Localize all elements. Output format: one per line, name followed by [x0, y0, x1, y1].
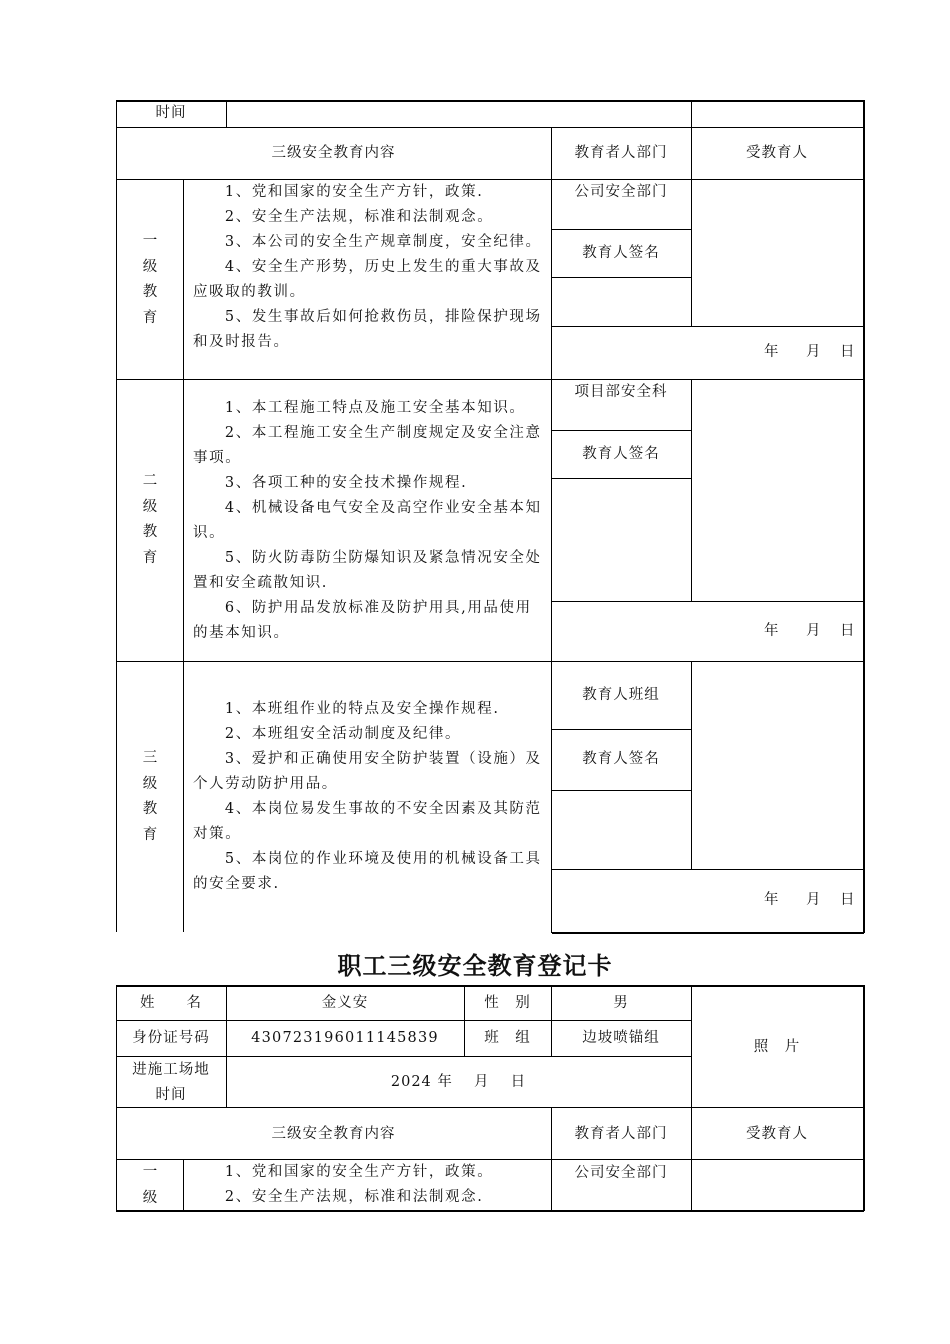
level2-label: 二 级 教 育	[142, 473, 158, 566]
time-label: 时间	[155, 105, 187, 121]
list-item: 1、本班组作业的特点及安全操作规程.	[224, 701, 500, 717]
list-item: 2、安全生产法规，标准和法制观念。	[224, 209, 494, 225]
level3-date-month: 月	[806, 892, 822, 908]
content-header: 三级安全教育内容	[271, 145, 396, 161]
bottom-trainee-header: 受教育人	[746, 1126, 808, 1142]
level1-date-month: 月	[806, 344, 822, 360]
level1-date-day: 日	[840, 344, 856, 360]
level2-date-day: 日	[840, 623, 856, 639]
gender-label: 性 别	[484, 995, 531, 1011]
level3-content	[193, 697, 545, 897]
level2-sign-label: 教育人签名	[582, 446, 660, 462]
name-value: 金义安	[321, 995, 369, 1011]
entry-value: 2024 年 月 日	[390, 1074, 527, 1090]
list-item: 1、本工程施工特点及施工安全基本知识。	[224, 400, 526, 416]
level1-date-year: 年	[764, 344, 780, 360]
list-item: 1、党和国家的安全生产方针，政策.	[224, 184, 484, 200]
level1-sign-label: 教育人签名	[582, 245, 660, 261]
level1-label: 一 级 教 育	[142, 233, 158, 326]
level3-date-day: 日	[840, 892, 856, 908]
level2-date-month: 月	[806, 623, 822, 639]
list-item: 2、本工程施工安全生产制度规定及安全注意事项。	[193, 425, 542, 466]
list-item: 4、机械设备电气安全及高空作业安全基本知识。	[193, 500, 542, 541]
educator-dept-header: 教育者人部门	[574, 145, 668, 161]
trainee-header: 受教育人	[746, 145, 808, 161]
list-item: 4、安全生产形势，历史上发生的重大事故及应吸取的教训。	[193, 259, 542, 300]
id-label: 身份证号码	[132, 1030, 210, 1046]
photo-label: 照 片	[753, 1039, 801, 1055]
level1-content	[193, 180, 545, 355]
bottom-level1-content	[193, 1160, 545, 1210]
bottom-educator-dept-header: 教育者人部门	[574, 1126, 668, 1142]
list-item: 3、爱护和正确使用安全防护装置（设施）及个人劳动防护用品。	[193, 751, 542, 792]
list-item: 2、安全生产法规，标准和法制观念.	[224, 1189, 484, 1205]
entry-label-line1: 进施工场地	[132, 1062, 210, 1078]
list-item: 5、本岗位的作业环境及使用的机械设备工具的安全要求.	[193, 851, 542, 892]
gender-value: 男	[613, 995, 629, 1011]
name-label: 姓 名	[140, 995, 202, 1011]
list-item: 2、本班组安全活动制度及纪律。	[224, 726, 462, 742]
list-item: 6、防护用品发放标准及防护用具,用品使用的基本知识。	[193, 600, 532, 641]
bottom-level1-dept: 公司安全部门	[574, 1165, 668, 1181]
list-item: 3、本公司的安全生产规章制度，安全纪律。	[224, 234, 542, 250]
level3-sign-label: 教育人签名	[582, 751, 660, 767]
list-item: 3、各项工种的安全技术操作规程.	[224, 475, 468, 491]
list-item: 5、防火防毒防尘防爆知识及紧急情况安全处置和安全疏散知识.	[193, 550, 542, 591]
level2-content	[193, 396, 545, 646]
page-title: 职工三级安全教育登记卡	[337, 952, 613, 980]
bottom-level1-label: 一 级	[142, 1164, 158, 1206]
level2-date-year: 年	[764, 623, 780, 639]
list-item: 1、党和国家的安全生产方针，政策。	[224, 1164, 494, 1180]
list-item: 4、本岗位易发生事故的不安全因素及其防范对策。	[193, 801, 542, 842]
level3-dept: 教育人班组	[582, 687, 660, 703]
team-value: 边坡喷锚组	[582, 1030, 660, 1046]
entry-label-line2: 时间	[155, 1087, 187, 1103]
team-label: 班 组	[484, 1030, 531, 1046]
bottom-content-header: 三级安全教育内容	[271, 1126, 396, 1142]
level2-dept: 项目部安全科	[574, 384, 668, 400]
id-value: 430723196011145839	[251, 1030, 439, 1046]
level3-label: 三 级 教 育	[142, 750, 158, 843]
level1-dept: 公司安全部门	[574, 184, 668, 200]
list-item: 5、发生事故后如何抢救伤员，排险保护现场和及时报告。	[193, 309, 542, 350]
level3-date-year: 年	[764, 892, 780, 908]
